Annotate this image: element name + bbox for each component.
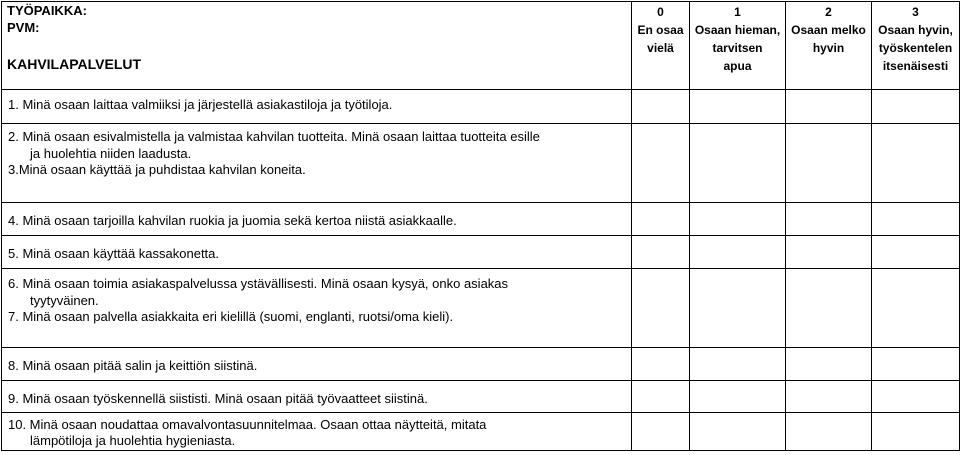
rating-cell-1[interactable] — [690, 90, 786, 124]
skill-text-cell — [2, 203, 632, 236]
rating-cell-3[interactable] — [872, 236, 960, 269]
skill-row — [2, 90, 960, 124]
rating-cell-2[interactable] — [786, 269, 872, 348]
skill-text-cell — [2, 124, 632, 203]
rating-cell-2[interactable] — [786, 413, 872, 451]
rating-column-1 — [690, 2, 786, 90]
rating-cell-3[interactable] — [872, 203, 960, 236]
rating-column-0 — [632, 2, 690, 90]
rating-cell-3[interactable] — [872, 381, 960, 413]
rating-cell-0[interactable] — [632, 381, 690, 413]
skill-text-line: 8. Minä osaan pitää salin ja keittiön siistinä. — [8, 358, 258, 373]
rating-cell-2[interactable] — [786, 203, 872, 236]
skill-text-line: 3.Minä osaan käyttää ja puhdistaa kahvilan koneita. — [8, 162, 306, 177]
header-row — [2, 2, 960, 90]
skill-text-line: 5. Minä osaan käyttää kassakonetta. — [8, 246, 220, 261]
rating-cell-0[interactable] — [632, 124, 690, 203]
rating-label-line: hyvin — [812, 41, 845, 55]
rating-label-line: Osaan melko — [791, 23, 866, 37]
skill-text-line: ja huolehtia niiden laadusta. — [30, 145, 192, 161]
skill-text-line: 10. Minä osaan noudattaa omavalvontasuunnitelmaa. Osaan ottaa näytteitä, mitata — [8, 417, 487, 432]
rating-number: 1 — [734, 5, 741, 19]
rating-label-line: itsenäisesti — [882, 59, 949, 73]
rating-cell-1[interactable] — [690, 348, 786, 381]
rating-label-line: vielä — [647, 41, 674, 55]
skill-text-line: 1. Minä osaan laittaa valmiiksi ja järjestellä asiakastiloja ja työtiloja. — [8, 97, 393, 112]
skill-row — [2, 381, 960, 413]
skill-row — [2, 348, 960, 381]
skill-text-line: 7. Minä osaan palvella asiakkaita eri kielillä (suomi, englanti, ruotsi/oma kieli). — [8, 309, 454, 324]
skill-text-line: lämpötiloja ja huolehtia hygieniasta. — [30, 433, 236, 448]
rating-cell-3[interactable] — [872, 90, 960, 124]
rating-label-line: Osaan hieman, — [694, 23, 781, 37]
skill-row — [2, 269, 960, 348]
skill-text-line: tyytyväinen. — [30, 292, 99, 308]
rating-cell-1[interactable] — [690, 203, 786, 236]
rating-cell-0[interactable] — [632, 90, 690, 124]
header-info-cell — [2, 2, 632, 90]
workplace-label: TYÖPAIKKA: — [7, 3, 87, 18]
rating-cell-1[interactable] — [690, 413, 786, 451]
rating-cell-0[interactable] — [632, 348, 690, 381]
rating-cell-0[interactable] — [632, 413, 690, 451]
rating-label-line: työskentelen — [878, 41, 953, 55]
skill-text-line: 2. Minä osaan esivalmistella ja valmistaa kahvilan tuotteita. Minä osaan laittaa tuotteita esille — [8, 129, 540, 144]
rating-label-line: Osaan hyvin, — [878, 23, 953, 37]
rating-cell-2[interactable] — [786, 381, 872, 413]
skill-row — [2, 236, 960, 269]
skill-text-line: 4. Minä osaan tarjoilla kahvilan ruokia ja juomia sekä kertoa niistä asiakkaalle. — [8, 213, 457, 228]
rating-cell-1[interactable] — [690, 269, 786, 348]
rating-cell-3[interactable] — [872, 348, 960, 381]
rating-number: 3 — [912, 5, 919, 19]
skill-text-cell — [2, 269, 632, 348]
rating-column-3 — [872, 2, 960, 90]
rating-cell-2[interactable] — [786, 124, 872, 203]
rating-label-line: tarvitsen — [712, 41, 763, 55]
rating-column-2 — [786, 2, 872, 90]
rating-cell-1[interactable] — [690, 124, 786, 203]
skill-text-cell — [2, 90, 632, 124]
rating-cell-0[interactable] — [632, 203, 690, 236]
skill-text-cell — [2, 381, 632, 413]
skill-row — [2, 203, 960, 236]
section-title: KAHVILAPALVELUT — [7, 56, 142, 72]
rating-cell-3[interactable] — [872, 269, 960, 348]
skill-text-cell — [2, 236, 632, 269]
rating-cell-3[interactable] — [872, 413, 960, 451]
skill-row — [2, 124, 960, 203]
skill-text-cell — [2, 413, 632, 451]
skill-text-line: 6. Minä osaan toimia asiakaspalvelussa ystävällisesti. Minä osaan kysyä, onko asiakas — [8, 276, 509, 291]
rating-cell-1[interactable] — [690, 236, 786, 269]
rating-number: 0 — [657, 5, 664, 19]
rating-cell-1[interactable] — [690, 381, 786, 413]
rating-cell-2[interactable] — [786, 348, 872, 381]
rating-label-line: apua — [723, 59, 752, 73]
rating-cell-2[interactable] — [786, 90, 872, 124]
rating-cell-2[interactable] — [786, 236, 872, 269]
skills-assessment-table — [1, 1, 960, 451]
rating-number: 2 — [825, 5, 832, 19]
date-label: PVM: — [7, 20, 40, 35]
skill-text-cell — [2, 348, 632, 381]
skill-row — [2, 413, 960, 451]
rating-label-line: En osaa — [637, 23, 684, 37]
skill-text-line: 9. Minä osaan työskennellä siististi. Minä osaan pitää työvaatteet siistinä. — [8, 391, 428, 406]
rating-cell-3[interactable] — [872, 124, 960, 203]
rating-cell-0[interactable] — [632, 269, 690, 348]
rating-cell-0[interactable] — [632, 236, 690, 269]
